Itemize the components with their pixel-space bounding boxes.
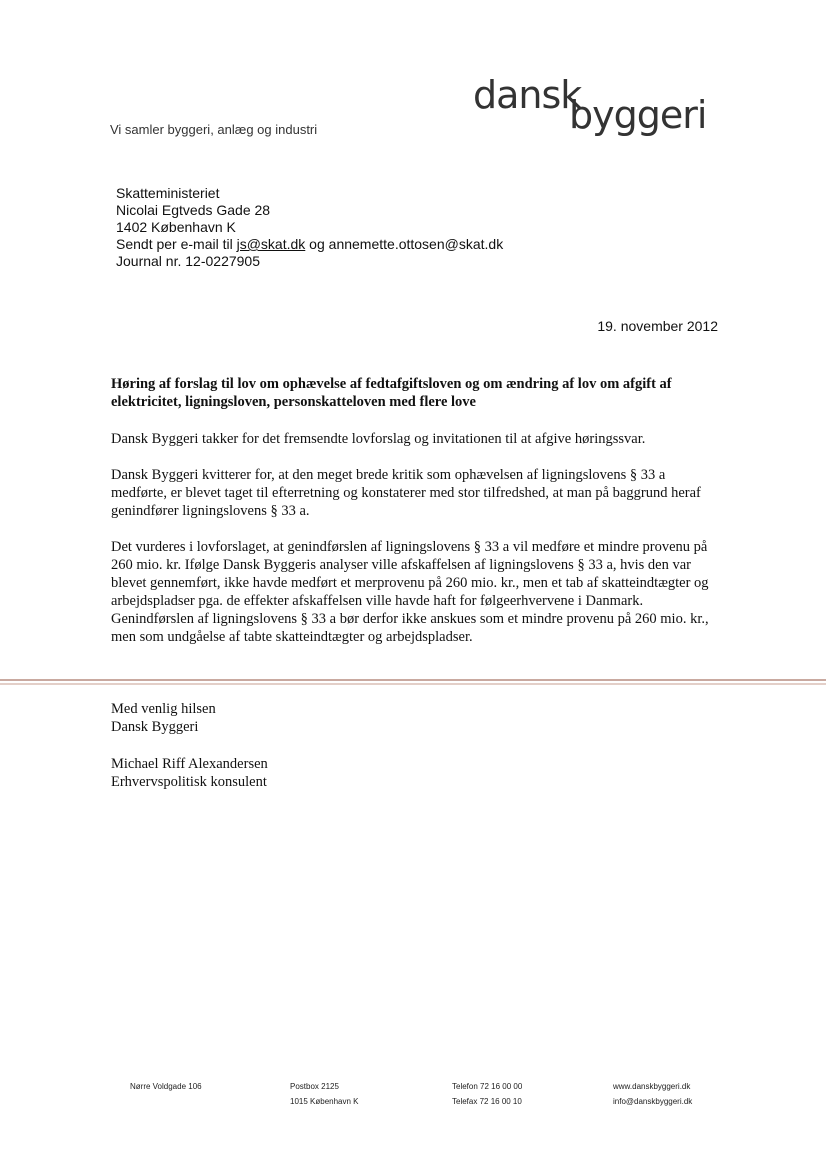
sent-line (116, 236, 503, 253)
recipient-street: Nicolai Egtveds Gade 28 (116, 202, 271, 218)
recipient-address (116, 185, 503, 270)
closing-block (111, 700, 216, 736)
paragraph-2: Dansk Byggeri kvitterer for, at den meget brede kritik som ophævelsen af ligningslovens § 33 a medførte, er blevet taget til efterretning og konstaterer med stor tilfredshed, at man på baggrund heraf genindfører ligningslovens § 33 a. (111, 467, 701, 519)
closing-org: Dansk Byggeri (111, 719, 199, 735)
dansk-byggeri-logo (473, 72, 733, 137)
sent-mid: og (305, 236, 329, 252)
email-link-2[interactable]: annemette.ottosen@skat.dk (328, 236, 504, 252)
email-link-1[interactable]: js@skat.dk (236, 236, 306, 252)
journal-number: Journal nr. 12-0227905 (116, 253, 260, 269)
footer-street: Nørre Voldgade 106 (130, 1082, 202, 1091)
footer-contact (613, 1079, 692, 1109)
sent-prefix: Sendt per e-mail til (116, 236, 237, 252)
letter-date: 19. november 2012 (597, 318, 718, 334)
footer-address (130, 1079, 202, 1094)
footer-postbox-line: Postbox 2125 (290, 1082, 339, 1091)
signature-block (111, 755, 268, 791)
logo-word-dansk: dansk (473, 73, 582, 117)
logo-word-byggeri: byggeri (569, 93, 707, 137)
signer-name: Michael Riff Alexandersen (111, 756, 268, 772)
paragraph-1: Dansk Byggeri takker for det fremsendte lovforslag og invitationen til at afgive høringssvar. (111, 431, 646, 447)
signer-title: Erhvervspolitisk konsulent (111, 774, 267, 790)
recipient-city: 1402 København K (116, 219, 236, 235)
footer-postcity: 1015 København K (290, 1097, 359, 1106)
paragraph-3: Det vurderes i lovforslaget, at genindførslen af ligningslovens § 33 a vil medføre et mindre provenu på 260 mio. kr. Ifølge Dansk Byggeris analyser ville afskaffelsen af ligningslovens § 33 a, hvis den var blevet gennemført, ikke havde medført et merprovenu på 260 mio. kr., men et tab af skatteindtægter og arbejdspladser pga. de effekter afskaffelsen ville havde haft for følgeerhvervene i Danmark. Genindførslen af ligningslovens § 33 a bør derfor ikke anskues som et mindre provenu på 260 mio. kr., men som undgåelse af tabte skatteindtægter og arbejdspladser. (111, 539, 709, 645)
closing-greeting: Med venlig hilsen (111, 701, 216, 717)
recipient-name: Skatteministeriet (116, 185, 220, 201)
letter-title: Høring af forslag til lov om ophævelse af fedtafgiftsloven og om ændring af lov om afgift af elektricitet, ligningsloven, personskatteloven med flere love (111, 376, 672, 410)
footer-web[interactable]: www.danskbyggeri.dk (613, 1082, 691, 1091)
footer-telefon: Telefon 72 16 00 00 (452, 1082, 523, 1091)
footer-email[interactable]: info@danskbyggeri.dk (613, 1097, 693, 1106)
tagline: Vi samler byggeri, anlæg og industri (110, 122, 318, 137)
divider-line (0, 679, 826, 685)
footer-postbox (290, 1079, 359, 1109)
footer-phone (452, 1079, 522, 1109)
footer-telefax: Telefax 72 16 00 10 (452, 1097, 522, 1106)
